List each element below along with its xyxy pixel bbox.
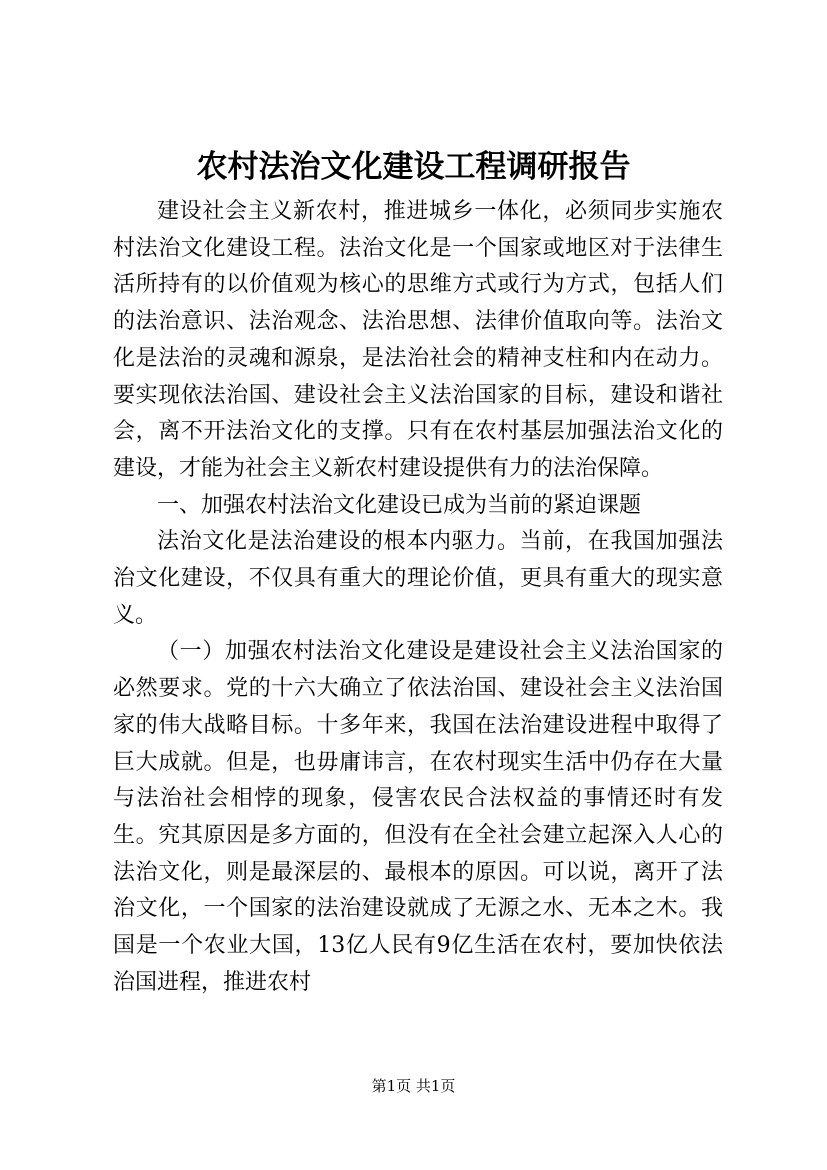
- section-heading-1: 一、加强农村法治文化建设已成为当前的紧迫课题: [157, 492, 642, 518]
- document-title: 农村法治文化建设工程调研报告: [196, 149, 631, 185]
- paragraph-intro: 建设社会主义新农村，推进城乡一体化，必须同步实施农村法治文化建设工程。法治文化是一个国家或地区对于法律生活所持有的以价值观为核心的思维方式或行为方式，包括人们的法治意识、法治观念、法治思想、法律价值取向等。法治文化是法治的灵魂和源泉，是法治社会的精神支柱和内在动力。要实现依法治国、建设社会主义法治国家的目标，建设和谐社会，离不开法治文化的支撑。只有在农村基层加强法治文化的建设，才能为社会主义新农村建设提供有力的法治保障。: [113, 199, 723, 481]
- paragraph-subsection-1: （一）加强农村法治文化建设是建设社会主义法治国家的必然要求。党的十六大确立了依法治国、建设社会主义法治国家的伟大战略目标。十多年来，我国在法治建设进程中取得了巨大成就。但是，也毋庸讳言，在农村现实生活中仍存在大量与法治社会相悖的现象，侵害农民合法权益的事情还时有发生。究其原因是多方面的，但没有在全社会建立起深入人心的法治文化，则是最深层的、最根本的原因。可以说，离开了法治文化，一个国家的法治建设就成了无源之水、无本之木。我国是一个农业大国，13亿人民有9亿生活在农村，要加快依法治国进程，推进农村: [113, 639, 723, 995]
- paragraph-section-1: 法治文化是法治建设的根本内驱力。当前，在我国加强法治文化建设，不仅具有重大的理论价值，更具有重大的现实意义。: [113, 529, 723, 628]
- document-body: [113, 194, 723, 1001]
- page-footer: 第1页 共1页: [371, 1077, 456, 1095]
